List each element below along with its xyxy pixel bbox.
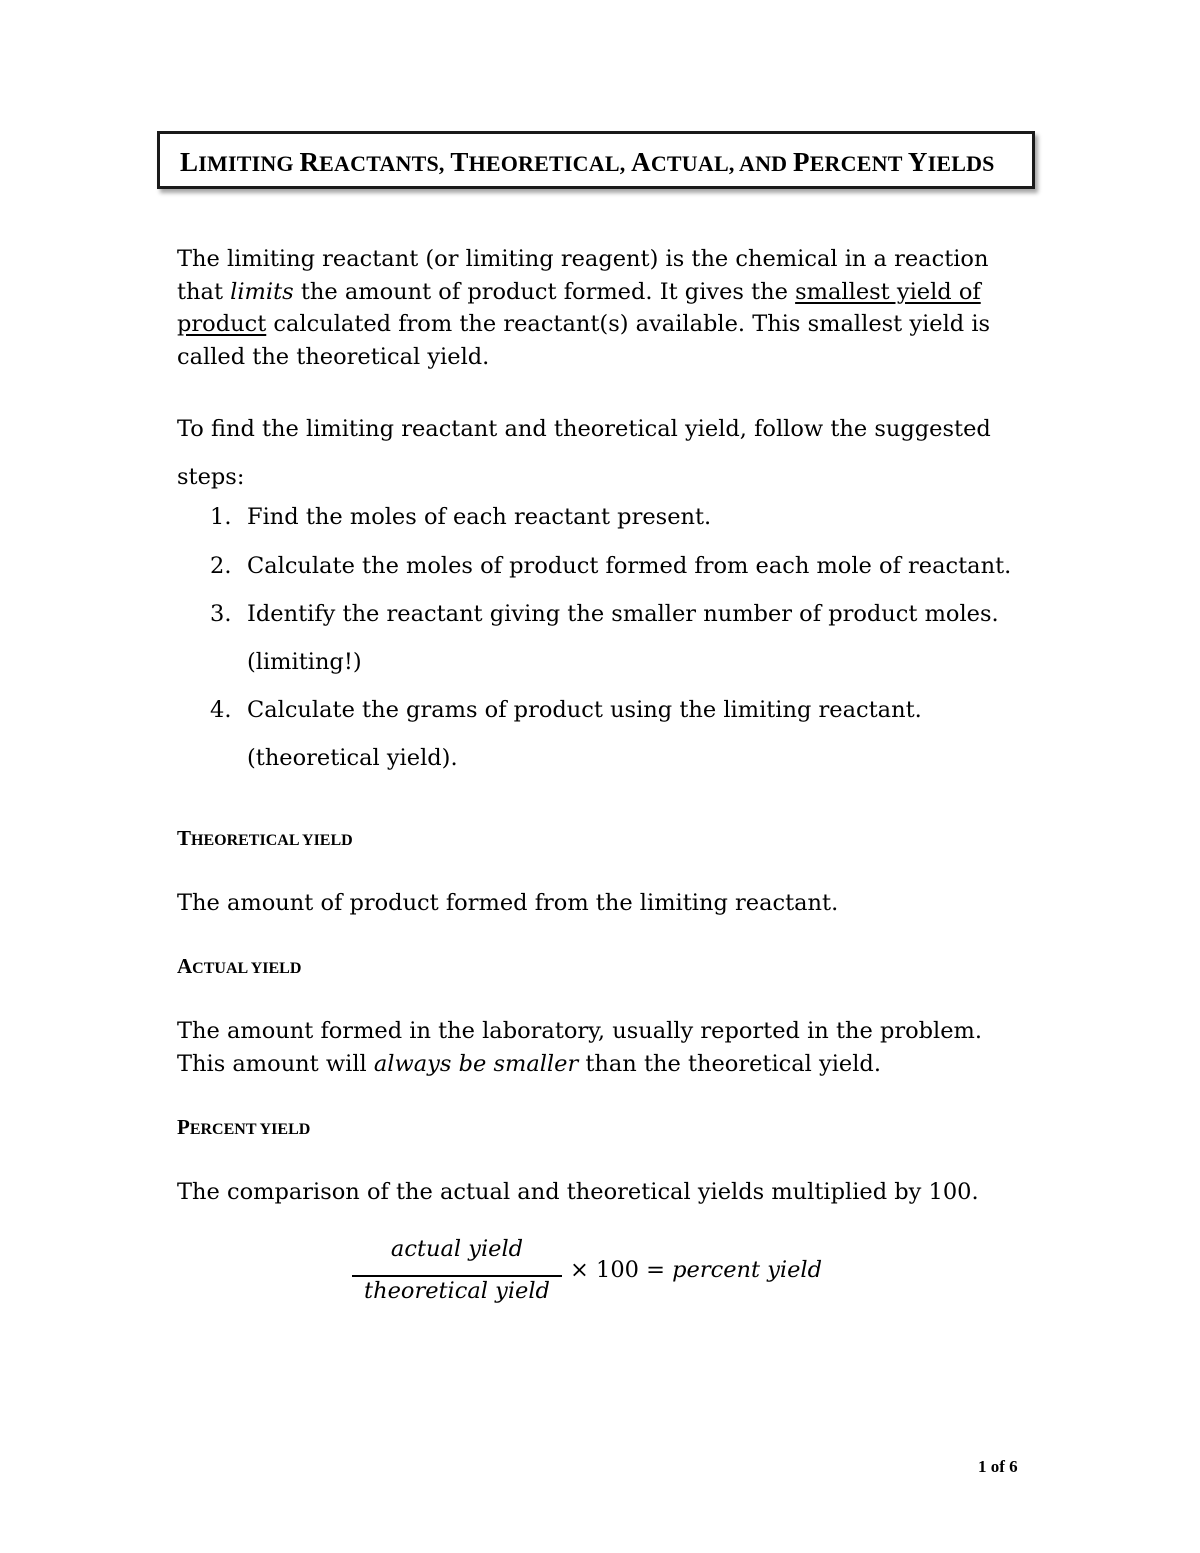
percent-yield-heading xyxy=(177,1115,310,1140)
body-text: than the theoretical yield. xyxy=(578,1051,881,1077)
actual-yield-body-line1: The amount formed in the laboratory, usually reported in the problem. xyxy=(177,1018,983,1044)
title-cap: L xyxy=(180,147,199,177)
intro-paragraph xyxy=(177,243,1037,373)
theoretical-yield-body: The amount of product formed from the limiting reactant. xyxy=(177,890,839,916)
list-number: 4. xyxy=(210,697,232,723)
title-cap: R xyxy=(299,147,320,177)
formula-denominator: theoretical yield xyxy=(364,1278,550,1304)
formula-result: percent yield xyxy=(672,1257,823,1283)
list-continuation: (limiting!) xyxy=(247,649,362,675)
actual-yield-body-line2 xyxy=(177,1048,881,1081)
list-number: 1. xyxy=(210,504,232,530)
heading-rest: CTUAL YIELD xyxy=(192,960,302,977)
fraction-bar xyxy=(352,1275,562,1277)
title-rest: CTUAL, AND xyxy=(650,151,793,176)
list-number: 2. xyxy=(210,553,232,579)
steps-intro: To find the limiting reactant and theoretical yield, follow the suggested steps: xyxy=(177,416,991,490)
title-rest: IMITING xyxy=(198,151,294,176)
title-cap: A xyxy=(631,147,651,177)
title-box xyxy=(157,131,1035,189)
list-item xyxy=(210,598,999,675)
actual-yield-heading xyxy=(177,954,301,979)
list-item xyxy=(210,694,922,771)
title-cap: P xyxy=(792,147,810,177)
title-cap: Y xyxy=(907,147,928,177)
list-text: Calculate the moles of product formed from each mole of reactant. xyxy=(247,553,1012,579)
intro-text: the amount of product formed. It gives the xyxy=(293,278,796,305)
list-text: Find the moles of each reactant present. xyxy=(247,504,712,530)
list-continuation: (theoretical yield). xyxy=(247,745,458,771)
list-text: Calculate the grams of product using the limiting reactant. xyxy=(247,697,922,723)
page-title xyxy=(180,147,995,178)
list-item xyxy=(210,501,711,533)
formula-operator: × 100 = xyxy=(570,1257,665,1283)
title-rest: HEORETICAL, xyxy=(468,151,632,176)
title-rest: ERCENT xyxy=(809,151,908,176)
intro-emphasis: limits xyxy=(230,278,294,305)
page-number: 1 of 6 xyxy=(978,1457,1018,1476)
list-text: Identify the reactant giving the smaller number of product moles. xyxy=(247,601,999,627)
list-number: 3. xyxy=(210,601,232,627)
body-emphasis: always be smaller xyxy=(373,1051,579,1077)
body-text: This amount will xyxy=(177,1051,374,1077)
formula-numerator: actual yield xyxy=(390,1236,524,1262)
intro-text: The limiting reactant (or limiting reagent) is the chemical in a reaction that xyxy=(177,246,989,305)
title-cap: T xyxy=(450,147,469,177)
formula-rhs xyxy=(570,1257,822,1283)
heading-cap: P xyxy=(177,1115,190,1139)
heading-cap: T xyxy=(177,826,192,850)
percent-yield-body: The comparison of the actual and theoretical yields multiplied by 100. xyxy=(177,1179,979,1205)
intro-underlined: smallest yield of product xyxy=(177,278,981,337)
heading-rest: HEORETICAL YIELD xyxy=(191,832,353,849)
heading-rest: ERCENT YIELD xyxy=(189,1121,311,1138)
heading-cap: A xyxy=(177,954,193,978)
title-rest: IELDS xyxy=(927,151,995,176)
title-rest: EACTANTS, xyxy=(319,151,451,176)
list-item xyxy=(210,550,1011,582)
theoretical-yield-heading xyxy=(177,826,353,851)
intro-text: calculated from the reactant(s) available. This smallest yield is called the theoretical yield. xyxy=(177,311,991,370)
